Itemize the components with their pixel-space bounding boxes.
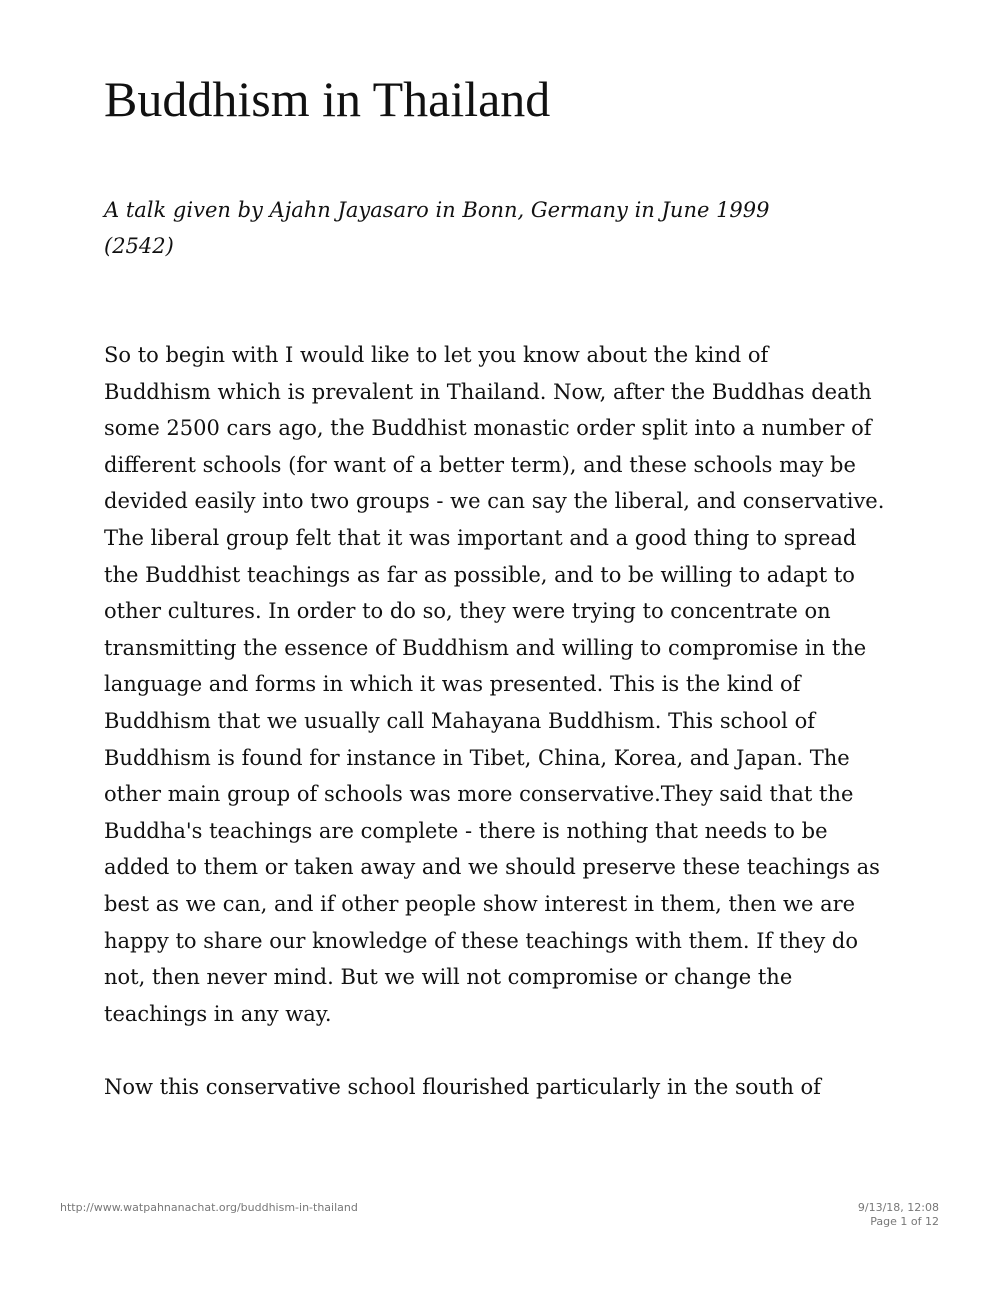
text-line: best as we can, and if other people show interest in them, then we are — [104, 891, 856, 916]
text-line: transmitting the essence of Buddhism and willing to compromise in the — [104, 635, 867, 660]
text-line: Buddhism that we usually call Mahayana Buddhism. This school of — [104, 708, 815, 733]
page-title: Buddhism in Thailand — [104, 71, 551, 127]
text-line: not, then never mind. But we will not compromise or change the — [104, 965, 793, 990]
text-line: language and forms in which it was presented. This is the kind of — [104, 672, 801, 697]
footer-url: http://www.watpahnanachat.org/buddhism-in-thailand — [60, 1201, 358, 1214]
paragraph-2 — [104, 1069, 904, 1106]
text-line: Buddha's teachings are complete - there is nothing that needs to be — [104, 818, 828, 843]
text-line: some 2500 cars ago, the Buddhist monastic order split into a number of — [104, 416, 872, 441]
text-line: happy to share our knowledge of these teachings with them. If they do — [104, 928, 858, 953]
text-line: the Buddhist teachings as far as possible, and to be willing to adapt to — [104, 562, 855, 587]
text-line: added to them or taken away and we should preserve these teachings as — [104, 855, 880, 880]
footer-meta — [858, 1201, 939, 1229]
text-line: The liberal group felt that it was important and a good thing to spread — [104, 525, 857, 550]
text-line: Buddhism is found for instance in Tibet, China, Korea, and Japan. The — [104, 745, 850, 770]
footer-page-number: Page 1 of 12 — [870, 1215, 939, 1228]
paragraph-1 — [104, 337, 904, 1032]
text-line: So to begin with I would like to let you know about the kind of — [104, 343, 769, 367]
text-line: other cultures. In order to do so, they were trying to concentrate on — [104, 599, 831, 624]
subtitle-line: A talk given by Ajahn Jayasaro in Bonn, Germany in June 1999 — [104, 198, 770, 222]
text-line: Now this conservative school flourished particularly in the south of — [104, 1075, 821, 1100]
article-body — [104, 337, 904, 1106]
text-line: devided easily into two groups - we can say the liberal, and conservative. — [104, 489, 885, 514]
text-line: other main group of schools was more conservative.They said that the — [104, 782, 854, 807]
subtitle — [104, 192, 864, 264]
footer-timestamp: 9/13/18, 12:08 — [857, 1201, 939, 1214]
text-line: Buddhism which is prevalent in Thailand. Now, after the Buddhas death — [104, 379, 872, 404]
text-line: teachings in any way. — [104, 1001, 332, 1026]
subtitle-line: (2542) — [104, 234, 174, 258]
text-line: different schools (for want of a better term), and these schools may be — [104, 452, 856, 477]
